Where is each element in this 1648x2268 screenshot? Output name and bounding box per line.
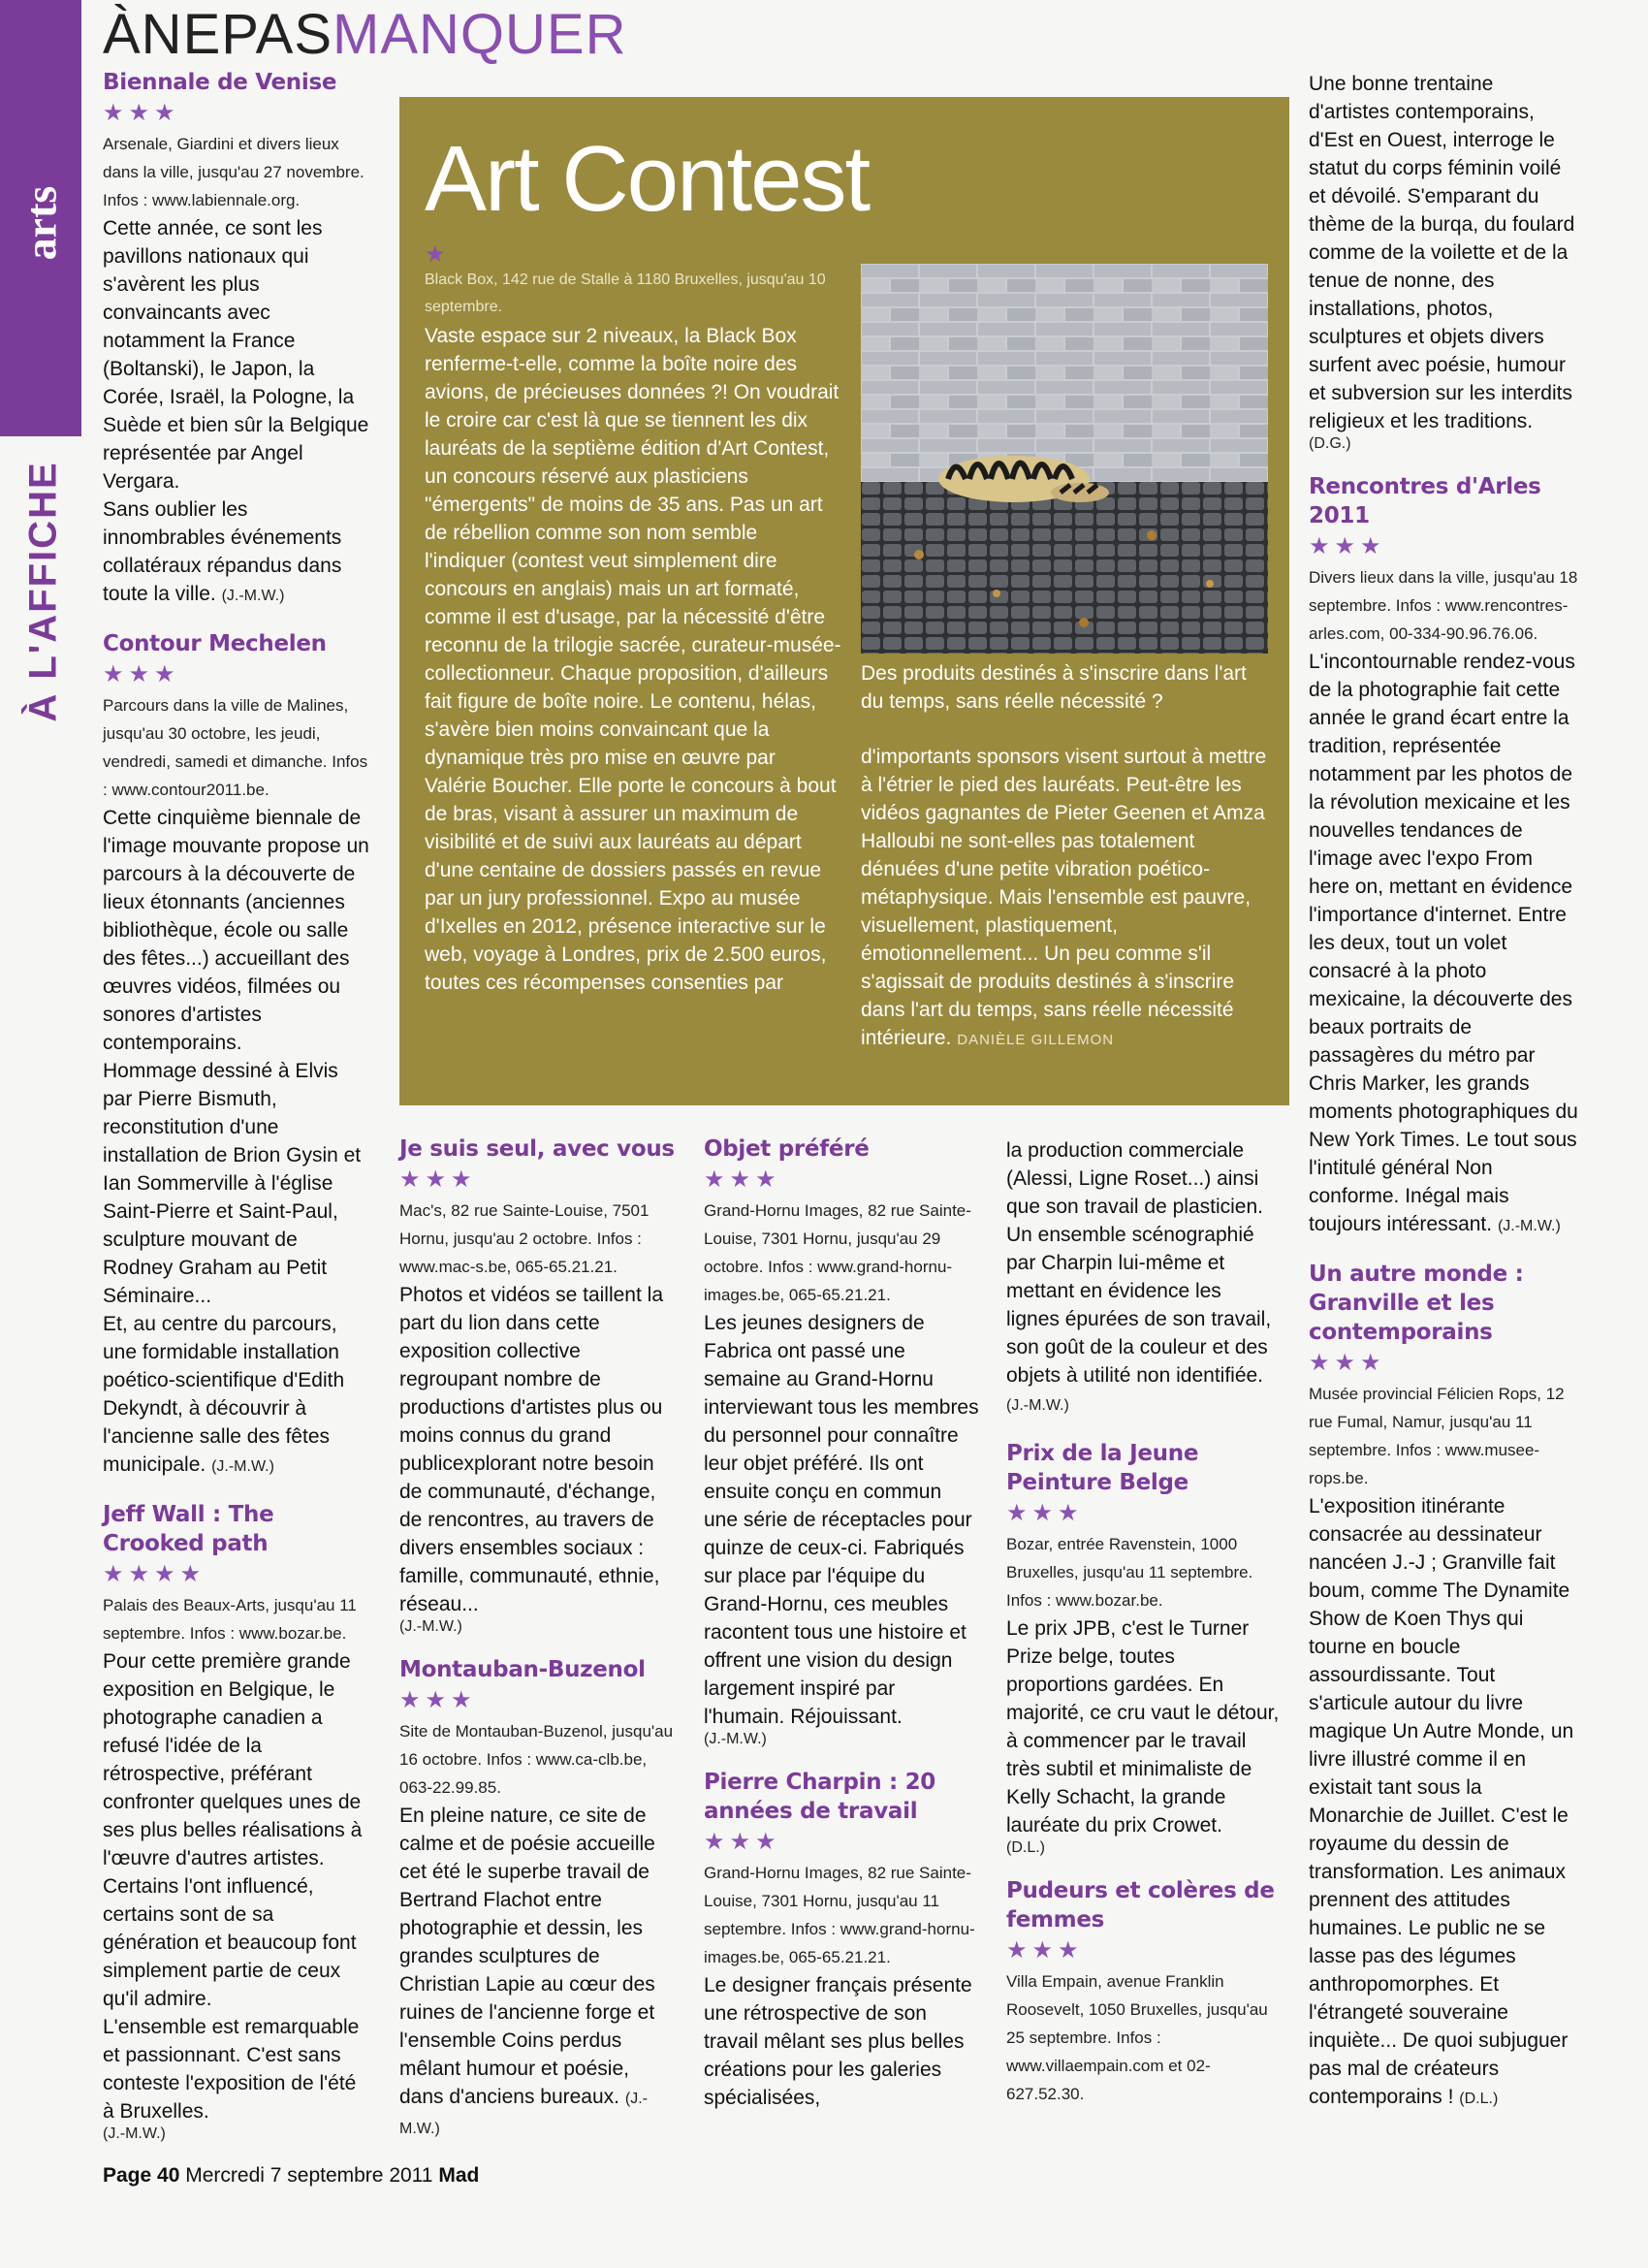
rating-stars: ★★★ [103, 661, 180, 687]
entry-info: Musée provincial Félicien Rops, 12 rue Fumal, Namur, jusqu'au 11 septembre. Infos : www.musee-rops.be. [1309, 1385, 1565, 1487]
feature-info: Black Box, 142 rue de Stalle à 1180 Bruxelles, jusqu'au 10 septembre. [425, 272, 826, 315]
feature-body: d'importants sponsors visent surtout à mettre à l'étrier le pied des lauréats. Peut-être les vidéos gagnantes de Pieter Geenen et Amza Halloubi ne sont-elles pas totalement dénuées d'une petite vibration poético-métaphysique. Mais l'ensemble est pauvre, visuellement, plastiquement, émotionnellement... Un peu comme s'il s'agissait de produits destinés à s'inscrire dans l'art du temps, sans réelle nécessité intérieure. DANIÈLE GILLEMON [861, 746, 1267, 1049]
entry-body: En pleine nature, ce site de calme et de poésie accueille cet été le superbe travail de Bertrand Flachot entre photographie et dessin, les grandes sculptures de Christian Lapie au cœur des ruines de l'ancienne forge et l'ensemble Coins perdus mêlant humour et poésie, dans d'anciens bureaux. (J.-M.W.) [399, 1805, 655, 2137]
entry-body: Cette année, ce sont les pavillons nationaux qui s'avèrent les plus convaincants avec notamment la France (Boltanski), le Japon, la Corée, Israël, la Pologne, la Suède et bien sûr la Belgique représentée par Angel Vergara. [103, 217, 369, 493]
page-header [103, 0, 626, 70]
entry-title: Rencontres d'Arles 2011 [1309, 474, 1541, 528]
signature: (J.-M.W.) [1497, 1218, 1561, 1234]
entry-body: Cette cinquième biennale de l'image mouvante propose un parcours à la découverte de lieux étonnants (anciennes bibliothèque, école ou salle des fêtes...) accueillant des œuvres vidéos, filmées ou sonores d'artistes contemporains. [103, 807, 369, 1054]
entry-body: Et, au centre du parcours, une formidable installation poético-scientifique d'Edith Dekyndt, à découvrir à l'ancienne salle des fêtes municipale. (J.-M.W.) [103, 1313, 345, 1476]
entry-body: Sans oublier les innombrables événements collatéraux répandus dans toute la ville. (J.-M.W.) [103, 498, 342, 605]
column-5 [1309, 70, 1578, 2113]
feature-body: Vaste espace sur 2 niveaux, la Black Box renferme-t-elle, comme la boîte noire des avions, de précieuses données ?! On voudrait le croire car c'est là que se tiennent les dix lauréats de la septième édition d'Art Contest, un concours réservé aux plasticiens "émergents" de moins de 35 ans. Pas un art de rébellion comme son nom semble l'indiquer (contest veut simplement dire concours en anglais) mais un art formaté, comme il est d'usage, par la nécessité d'être reconnu de la trilogie sacrée, curateur-musée-collectionneur. Chaque proposition, d'ailleurs fait figure de boîte noire. Le contenu, hélas, s'avère bien moins convaincant que la dynamique très pro mise en œuvre par Valérie Boucher. Elle porte le concours à bout de bras, visant à assurer un maximum de visibilité et de suivi aux lauréats au départ d'une centaine de dossiers passés en revue par un jury professionnel. Expo au musée d'Ixelles en 2012, présence interactive sur le web, voyage à Londres, prix de 2.500 euros, toutes ces récompenses consenties par [425, 325, 841, 994]
signature: (J.-M.W.) [211, 1458, 274, 1475]
entry-body: Hommage dessiné à Elvis par Pierre Bismuth, reconstitution d'une installation de Brion Gysin et Ian Sommerville à l'église Saint-Pierre et Saint-Paul, sculpture mouvant de Rodney Graham au Petit Séminaire... [103, 1060, 362, 1307]
entry-body: Une bonne trentaine d'artistes contemporains, d'Est en Ouest, interroge le statut du corps féminin voilé et dévoilé. S'emparant du thème de la burqa, du foulard comme de la voilette et de la tenue de nonne, des installations, photos, sculptures et objets divers surfent avec poésie, humour et subversion sur les interdits religieux et les traditions. [1309, 73, 1575, 432]
signature: (J.-M.W.) [1006, 1397, 1069, 1414]
entry-title: Objet préféré [704, 1136, 870, 1162]
entry-body: la production commerciale (Alessi, Ligne Roset...) ainsi que son travail de plasticien. Un ensemble scénographié par Charpin lui-même et mettant en évidence les lignes épurées de son travail, son goût de la couleur et des objets à utilité non identifiée. (J.-M.W.) [1006, 1139, 1272, 1414]
column-4 [1006, 1136, 1280, 2108]
rating-stars: ★★★ [704, 1829, 781, 1855]
entry-info: Palais des Beaux-Arts, jusqu'au 11 septembre. Infos : www.bozar.be. [103, 1596, 357, 1643]
feature-title: Art Contest [425, 127, 870, 231]
entry-body: Photos et vidéos se taillent la part du lion dans cette exposition collective regroupant nombre de productions d'artistes plus ou moins connus du grand publicexplorant notre besoin de communauté, d'échange, de rencontres, au travers de divers ensembles sociaux : famille, communauté, ethnie, réseau... [399, 1284, 663, 1615]
entry-info: Arsenale, Giardini et divers lieux dans la ville, jusqu'au 27 novembre. Infos : www.labiennale.org. [103, 135, 364, 209]
page-footer [103, 2164, 479, 2188]
rating-stars: ★ [425, 241, 446, 268]
rubric-label: À L'AFFICHE [21, 461, 65, 722]
column-3 [704, 1134, 979, 2112]
rating-stars: ★★★ [399, 1166, 477, 1193]
entry-title: Contour Mechelen [103, 631, 327, 656]
signature: (J.-M.W.) [399, 2091, 648, 2137]
entry-body: Pour cette première grande exposition en Belgique, le photographe canadien a refusé l'idée de la rétrospective, préférant confronter quelques unes de ses plus belles réalisations à l'œuvre d'autres artistes. Certains l'ont influencé, certains sont de sa génération et beaucoup font simplement partie de ceux qu'il admire. [103, 1650, 363, 2010]
entry-info: Grand-Hornu Images, 82 rue Sainte-Louise, 7301 Hornu, jusqu'au 11 septembre. Infos : www.grand-hornu-images.be, 065-65.21.21. [704, 1864, 975, 1966]
issue-date: Mercredi 7 septembre 2011 [185, 2164, 433, 2187]
header-part1: ÀNEPAS [103, 3, 333, 66]
header-part2: MANQUER [333, 3, 627, 66]
signature: (J.-M.W.) [399, 1618, 462, 1635]
entry-title: Pudeurs et colères de femmes [1006, 1878, 1275, 1933]
entry-info: Divers lieux dans la ville, jusqu'au 18 septembre. Infos : www.rencontres-arles.com, 00-334-90.96.76.06. [1309, 568, 1578, 643]
rating-stars: ★★★ [1006, 1500, 1084, 1526]
entry-body: Les jeunes designers de Fabrica ont passé une semaine au Grand-Hornu interviewant tous les membres du personnel pour connaître leur objet préféré. Ils ont ensuite conçu en commun une série de réceptacles pour quinze de ceux-ci. Fabriqués sur place par l'équipe du Grand-Hornu, ces meubles racontent tous une histoire et offrent une vision du design largement inspiré par l'humain. Réjouissant. [704, 1312, 979, 1728]
entry-info: Bozar, entrée Ravenstein, 1000 Bruxelles, jusqu'au 11 septembre. Infos : www.bozar.be. [1006, 1535, 1253, 1610]
entry-title: Je suis seul, avec vous [399, 1136, 675, 1162]
rating-stars: ★★★ [1309, 533, 1386, 559]
signature: (J.-M.W.) [103, 2125, 166, 2142]
entry-body: L'exposition itinérante consacrée au dessinateur nancéen J.-J ; Granville fait boum, comme The Dynamite Show de Koen Thys qui tourne en boucle assourdissante. Tout s'articule autour du livre magique Un Autre Monde, un livre illustré comme il en existait tant sous la Monarchie de Juillet. C'est le royaume du dessin de transformation. Les animaux prennent des attitudes humaines. Le public ne se lasse pas des légumes anthropomorphes. Et l'étrangeté souveraine inquiète... De quoi subjuguer pas mal de créateurs contemporains ! (D.L.) [1309, 1495, 1574, 2108]
signature: (J.-M.W.) [221, 588, 285, 604]
entry-info: Mac's, 82 rue Sainte-Louise, 7501 Hornu, jusqu'au 2 octobre. Infos : www.mac-s.be, 065-65.21.21. [399, 1201, 650, 1276]
section-label: arts [16, 185, 66, 261]
entry-body: Le designer français présente une rétrospective de son travail mêlant ses plus belles créations pour les galeries spécialisées, [704, 1974, 972, 2109]
signature: (D.G.) [1309, 435, 1351, 452]
entry-title: Un autre monde : Granville et les contemporains [1309, 1262, 1524, 1345]
page-number: Page 40 [103, 2164, 180, 2187]
entry-body: L'incontournable rendez-vous de la photographie fait cette année le grand écart entre la tradition, représentée notamment par les photos de la révolution mexicaine et les nouvelles tendances de l'image avec l'expo From here on, mettant en évidence l'importance d'internet. Entre les deux, tout un volet consacré à la photo mexicaine, la découverte des beaux portraits de passagères du métro par Chris Marker, les grands moments photographiques du New York Times. Le tout sous l'intitulé général Non conforme. Inégal mais toujours intéressant. (J.-M.W.) [1309, 651, 1578, 1235]
entry-title: Montauban-Buzenol [399, 1657, 646, 1682]
rating-stars: ★★★ [1309, 1350, 1386, 1376]
rating-stars: ★★★ [103, 100, 180, 126]
feature-box [399, 97, 1289, 1105]
magazine-brand: Mad [438, 2164, 480, 2187]
entry-body: Le prix JPB, c'est le Turner Prize belge, toutes proportions gardées. En majorité, ce cru vaut le détour, à commencer par le travail très subtil et minimaliste de Kelly Schacht, la grande lauréate du prix Crowet. [1006, 1617, 1280, 1837]
rating-stars: ★★★★ [103, 1561, 206, 1587]
entry-title: Biennale de Venise [103, 70, 337, 95]
zebra-photo [861, 264, 1268, 654]
entry-info: Site de Montauban-Buzenol, jusqu'au 16 octobre. Infos : www.ca-clb.be, 063-22.99.85. [399, 1722, 674, 1797]
entry-title: Prix de la Jeune Peinture Belge [1006, 1441, 1199, 1495]
rating-stars: ★★★ [399, 1687, 477, 1713]
entry-info: Villa Empain, avenue Franklin Roosevelt, 1050 Bruxelles, jusqu'au 25 septembre. Infos : www.villaempain.com et 02-627.52.30. [1006, 1972, 1268, 2103]
entry-title: Pierre Charpin : 20 années de travail [704, 1770, 935, 1824]
column-2 [399, 1134, 677, 2143]
rating-stars: ★★★ [704, 1166, 781, 1193]
column-1 [103, 68, 370, 2143]
byline: DANIÈLE GILLEMON [957, 1032, 1115, 1048]
signature: (D.L.) [1459, 2091, 1499, 2107]
entry-body: L'ensemble est remarquable et passionnant. C'est sans conteste l'exposition de l'été à Bruxelles. [103, 2016, 360, 2123]
signature: (D.L.) [1006, 1839, 1045, 1856]
entry-title: Jeff Wall : The Crooked path [103, 1502, 274, 1556]
entry-info: Parcours dans la ville de Malines, jusqu'au 30 octobre, les jeudi, vendredi, samedi et dimanche. Infos : www.contour2011.be. [103, 696, 368, 799]
photo-caption: Des produits destinés à s'inscrire dans l'art du temps, sans réelle nécessité ? [861, 662, 1247, 713]
rating-stars: ★★★ [1006, 1937, 1084, 1964]
signature: (J.-M.W.) [704, 1731, 767, 1747]
entry-info: Grand-Hornu Images, 82 rue Sainte-Louise, 7301 Hornu, jusqu'au 29 octobre. Infos : www.grand-hornu-images.be, 065-65.21.21. [704, 1201, 971, 1304]
